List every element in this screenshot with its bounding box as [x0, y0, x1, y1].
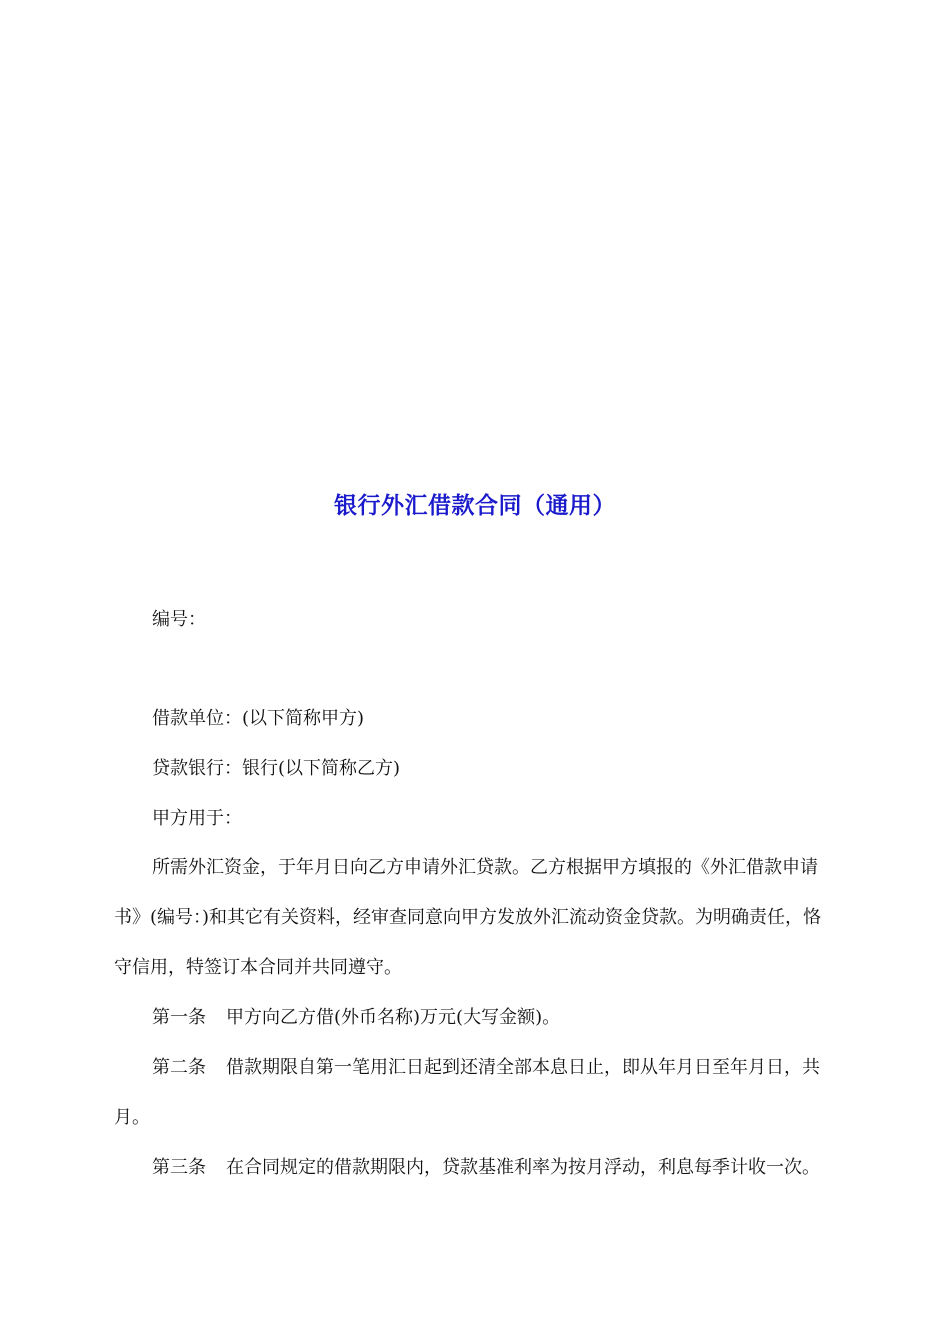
- article-1-heading: 第一条: [152, 1007, 206, 1028]
- lender-line: 贷款银行：银行(以下简称乙方): [152, 758, 401, 779]
- article-3-text: 在合同规定的借款期限内，贷款基准利率为按月浮动，利息每季计收一次。: [226, 1157, 820, 1178]
- document-title: 银行外汇借款合同（通用）: [334, 492, 616, 519]
- article-1: [114, 993, 839, 1043]
- article-2-text: 借款期限自第一笔用汇日起到还清全部本息日止，即从年月日至年月日，共月。: [114, 1057, 820, 1128]
- contract-number-label: 编号：: [152, 609, 206, 630]
- article-2-heading: 第二条: [152, 1057, 206, 1078]
- article-3-heading: 第三条: [152, 1157, 206, 1178]
- purpose-line: 甲方用于：: [152, 808, 242, 829]
- borrower-line: 借款单位：(以下简称甲方): [152, 708, 365, 729]
- article-2: [114, 1043, 839, 1143]
- article-3: [114, 1143, 839, 1193]
- article-1-text: 甲方向乙方借(外币名称)万元(大写金额)。: [226, 1007, 561, 1028]
- intro-paragraph: 所需外汇资金，于年月日向乙方申请外汇贷款。乙方根据甲方填报的《外汇借款申请书》(编号：)和其它有关资料，经审查同意向甲方发放外汇流动资金贷款。为明确责任，恪守信用，特签订本合同并共同遵守。: [114, 857, 822, 978]
